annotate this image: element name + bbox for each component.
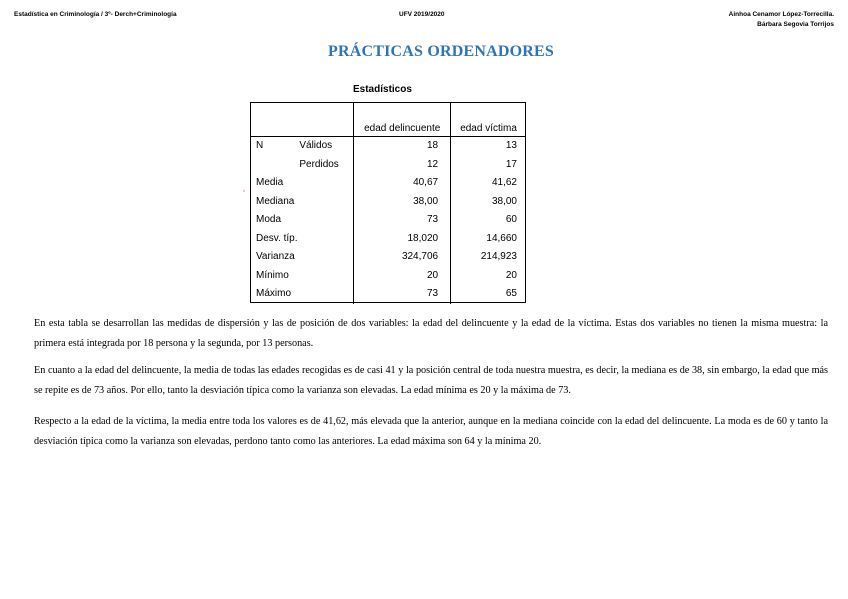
value-edad-delincuente: 73 <box>354 211 451 230</box>
header-center: UFV 2019/2020 <box>399 11 445 18</box>
table-caption: Estadísticos <box>353 84 412 95</box>
value-edad-victima: 38,00 <box>451 193 526 212</box>
value-edad-victima: 41,62 <box>451 174 526 193</box>
table-row <box>250 267 526 286</box>
header-left: Estadística en Criminología / 3º- Derch+Criminología <box>14 11 177 18</box>
paragraph-2: En cuanto a la edad del delincuente, la media de todas las edades recogidas es de casi 41 y la posición central de toda nuestra muestra, es decir, la mediana es de 38, sin embargo, la edad que más se repite es de 73 años. Por ello, tanto la desviación típica como la varianza son elevadas. La edad mínima es 20 y la máxima de 73. <box>34 365 828 396</box>
paragraph-1: En esta tabla se desarrollan las medidas de dispersión y las de posición de dos variables: la edad del delincuente y la edad de la víctima. Estas dos variables no tienen la misma muestra: la primera está integrada por 18 persona y la segunda, por 13 personas. <box>34 318 828 349</box>
row-label: Media <box>256 177 284 189</box>
table-row <box>250 174 526 193</box>
column-header-edad-victima: edad víctima <box>451 102 526 137</box>
value-edad-victima: 14,660 <box>451 230 526 249</box>
row-sublabel: Perdidos <box>299 158 339 170</box>
header-right <box>729 10 834 30</box>
value-edad-delincuente: 73 <box>354 285 451 304</box>
value-edad-victima: 20 <box>451 267 526 286</box>
table-row <box>250 156 526 175</box>
row-label: Desv. típ. <box>256 232 298 244</box>
paragraph-3: Respecto a la edad de la víctima, la media entre toda los valores es de 41,62, más elevada que la anterior, aunque en la mediana coincide con la edad del delincuente. La moda es de 60 y tanto la desviación típica como la varianza son elevadas, perdono tanto como las anteriores. La edad máxima son 64 y la mínima 20. <box>34 416 828 447</box>
row-sublabel <box>299 174 353 193</box>
row-label: Mínimo <box>256 269 289 281</box>
row-sublabel <box>299 267 353 286</box>
table-row <box>250 230 526 249</box>
row-sublabel <box>299 230 353 249</box>
statistics-table <box>250 102 526 304</box>
value-edad-delincuente: 38,00 <box>354 193 451 212</box>
row-sublabel <box>299 285 353 304</box>
table-row <box>250 211 526 230</box>
row-label <box>250 156 299 175</box>
value-edad-victima: 17 <box>451 156 526 175</box>
row-label: Moda <box>256 214 282 226</box>
table-row <box>250 248 526 267</box>
row-label: N <box>256 140 264 152</box>
value-edad-victima: 60 <box>451 211 526 230</box>
value-edad-victima: 13 <box>451 137 526 156</box>
value-edad-victima: 65 <box>451 285 526 304</box>
marker-icon: › <box>243 188 245 194</box>
row-sublabel <box>299 193 353 212</box>
table-header-row <box>250 102 526 137</box>
row-label: Varianza <box>256 251 295 263</box>
value-edad-delincuente: 40,67 <box>354 174 451 193</box>
row-sublabel: Válidos <box>299 140 333 152</box>
value-edad-delincuente: 18,020 <box>354 230 451 249</box>
table-row <box>250 285 526 304</box>
column-header-edad-delincuente: edad delincuente <box>354 102 451 137</box>
value-edad-victima: 214,923 <box>451 248 526 267</box>
value-edad-delincuente: 20 <box>354 267 451 286</box>
row-label: Máximo <box>256 288 292 300</box>
table-row <box>250 137 526 156</box>
row-label: Mediana <box>256 195 295 207</box>
table-row <box>250 193 526 212</box>
value-edad-delincuente: 12 <box>354 156 451 175</box>
header-author-1: Ainhoa Cenamor López-Torrecilla. <box>728 11 834 18</box>
page-title: PRÁCTICAS ORDENADORES <box>327 43 554 60</box>
header-author-2: Bárbara Segovia Torrijos <box>757 21 834 28</box>
row-sublabel <box>299 211 353 230</box>
value-edad-delincuente: 324,706 <box>354 248 451 267</box>
value-edad-delincuente: 18 <box>354 137 451 156</box>
row-sublabel <box>299 248 353 267</box>
